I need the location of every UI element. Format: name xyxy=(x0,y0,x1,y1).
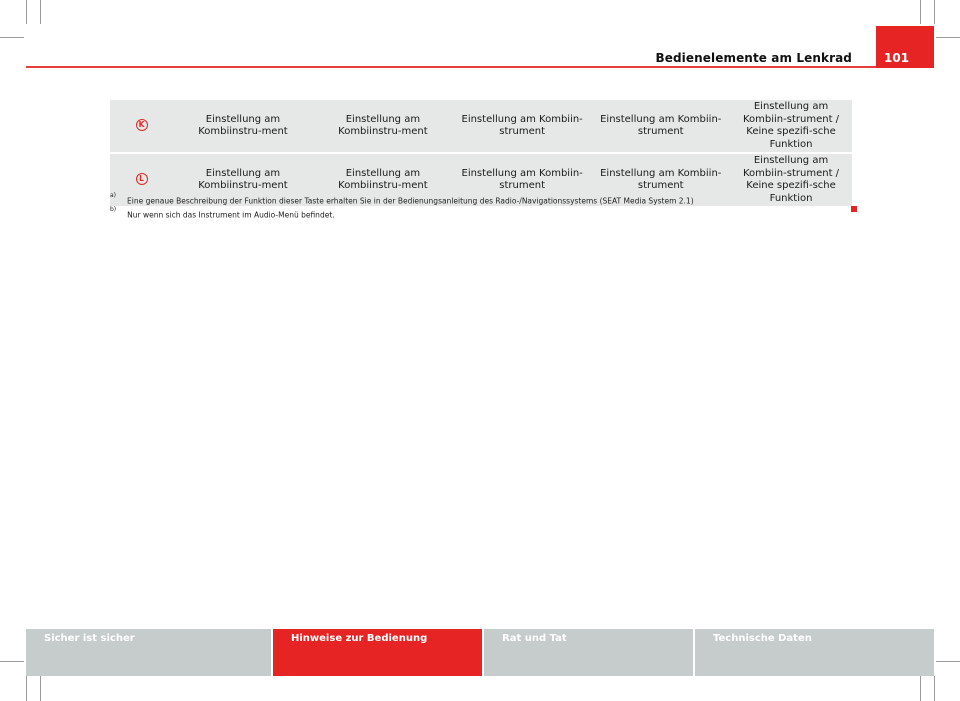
crop-mark xyxy=(934,676,935,701)
table-cell: Einstellung am Kombiinstru-ment xyxy=(198,113,288,137)
crop-mark xyxy=(0,37,24,38)
crop-mark xyxy=(934,0,935,24)
table-cell: Einstellung am Kombiin-strument / Keine spezifi-sche Funktion xyxy=(742,101,840,150)
footer-tab-technische-daten[interactable]: Technische Daten xyxy=(695,629,934,676)
table-cell: Einstellung am Kombiin-strument xyxy=(453,153,592,206)
crop-mark xyxy=(26,0,27,24)
header-rule xyxy=(26,66,934,68)
crop-mark xyxy=(40,0,41,24)
table-row xyxy=(110,100,852,153)
footnote-mark: b) xyxy=(110,206,117,213)
crop-mark xyxy=(936,37,960,38)
crop-mark xyxy=(0,661,24,662)
key-l-badge: L xyxy=(136,173,148,185)
crop-mark xyxy=(26,676,27,701)
table-cell: Einstellung am Kombiinstru-ment xyxy=(338,113,428,137)
section-end-marker xyxy=(851,206,857,212)
page-title: Bedienelemente am Lenkrad xyxy=(655,51,852,65)
footer-tab-rat-und-tat[interactable]: Rat und Tat xyxy=(484,629,693,676)
crop-mark xyxy=(920,0,921,24)
footnote-text: Nur wenn sich das Instrument im Audio-Menü befindet. xyxy=(127,210,335,220)
crop-mark xyxy=(936,661,960,662)
page-number: 101 xyxy=(876,26,934,68)
table-cell: Einstellung am Kombiin-strument / Keine spezifi-sche Funktion xyxy=(730,153,852,206)
footnote-a xyxy=(110,192,694,206)
footer-nav xyxy=(26,629,934,676)
table-cell: Einstellung am Kombiin-strument xyxy=(461,113,583,137)
footer-tab-sicher-ist-sicher[interactable]: Sicher ist sicher xyxy=(26,629,271,676)
footnote-text: Eine genaue Beschreibung der Funktion dieser Taste erhalten Sie in der Bedienungsanleitung des Radio-/Navigationssystems (SEAT Media System 2.1) xyxy=(127,196,694,206)
table-cell: Einstellung am Kombiinstru-ment xyxy=(313,153,453,206)
footer-tab-hinweise-zur-bedienung[interactable]: Hinweise zur Bedienung xyxy=(273,629,482,676)
footnote-b xyxy=(110,206,335,220)
crop-mark xyxy=(920,676,921,701)
key-k-badge: K xyxy=(136,119,148,131)
row-key-cell xyxy=(110,100,173,153)
footnote-mark: a) xyxy=(110,192,117,199)
crop-mark xyxy=(40,676,41,701)
table-cell: Einstellung am Kombiin-strument xyxy=(600,113,722,137)
controls-table xyxy=(110,100,852,206)
table-cell: Einstellung am Kombiin-strument xyxy=(591,153,730,206)
table-cell: Einstellung am Kombiinstru-ment xyxy=(173,153,313,206)
